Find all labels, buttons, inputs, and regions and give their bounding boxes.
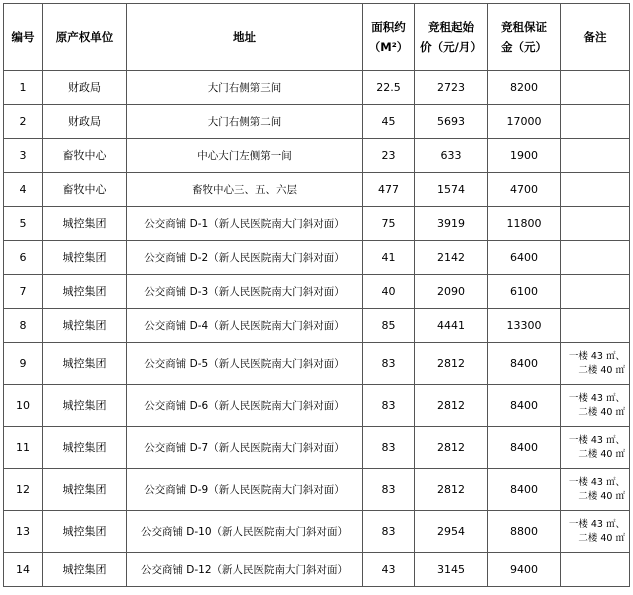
- cell-deposit: 4700: [488, 173, 561, 207]
- cell-area: 83: [363, 343, 415, 385]
- cell-note: [561, 343, 630, 385]
- cell-address: 公交商铺 D-5（新人民医院南大门斜对面）: [127, 343, 363, 385]
- cell-deposit: 9400: [488, 553, 561, 587]
- cell-area: 83: [363, 469, 415, 511]
- cell-address: 公交商铺 D-2（新人民医院南大门斜对面）: [127, 241, 363, 275]
- cell-price: 2812: [415, 469, 488, 511]
- cell-unit: 城控集团: [43, 343, 127, 385]
- cell-deposit: 8400: [488, 427, 561, 469]
- cell-address: 公交商铺 D-9（新人民医院南大门斜对面）: [127, 469, 363, 511]
- header-deposit-line1: 竞租保证: [501, 20, 547, 34]
- cell-area: 75: [363, 207, 415, 241]
- cell-unit: 城控集团: [43, 207, 127, 241]
- header-note: 备注: [561, 4, 630, 71]
- table-row: [4, 553, 630, 587]
- cell-address: 公交商铺 D-12（新人民医院南大门斜对面）: [127, 553, 363, 587]
- cell-deposit: 6400: [488, 241, 561, 275]
- cell-price: 2142: [415, 241, 488, 275]
- cell-unit: 城控集团: [43, 427, 127, 469]
- cell-address: 公交商铺 D-4（新人民医院南大门斜对面）: [127, 309, 363, 343]
- table-row: [4, 207, 630, 241]
- cell-note: [561, 105, 630, 139]
- note-line2: 二楼 40 ㎡: [578, 364, 625, 376]
- cell-address: 公交商铺 D-3（新人民医院南大门斜对面）: [127, 275, 363, 309]
- cell-deposit: 8200: [488, 71, 561, 105]
- cell-unit: 城控集团: [43, 241, 127, 275]
- cell-num: 9: [4, 343, 43, 385]
- cell-unit: 财政局: [43, 105, 127, 139]
- cell-deposit: 1900: [488, 139, 561, 173]
- cell-note: [561, 427, 630, 469]
- cell-num: 10: [4, 385, 43, 427]
- note-line1: 一楼 43 ㎡、: [568, 350, 625, 362]
- note-line2: 二楼 40 ㎡: [578, 448, 625, 460]
- table-row: [4, 241, 630, 275]
- header-address: 地址: [127, 4, 363, 71]
- cell-price: 1574: [415, 173, 488, 207]
- cell-address: 大门右侧第二间: [127, 105, 363, 139]
- cell-area: 23: [363, 139, 415, 173]
- cell-num: 3: [4, 139, 43, 173]
- header-price-line1: 竞租起始: [428, 20, 474, 34]
- cell-note: [561, 275, 630, 309]
- table-row: [4, 343, 630, 385]
- cell-num: 2: [4, 105, 43, 139]
- table-row: [4, 275, 630, 309]
- cell-deposit: 8400: [488, 343, 561, 385]
- header-area: [363, 4, 415, 71]
- header-price-line2: 价（元/月）: [420, 40, 482, 54]
- cell-area: 83: [363, 385, 415, 427]
- cell-area: 40: [363, 275, 415, 309]
- cell-num: 12: [4, 469, 43, 511]
- table-row: [4, 139, 630, 173]
- table-row: [4, 385, 630, 427]
- cell-note: [561, 207, 630, 241]
- cell-deposit: 6100: [488, 275, 561, 309]
- note-line1: 一楼 43 ㎡、: [568, 392, 625, 404]
- cell-note: [561, 173, 630, 207]
- cell-unit: 城控集团: [43, 385, 127, 427]
- cell-area: 85: [363, 309, 415, 343]
- header-unit: 原产权单位: [43, 4, 127, 71]
- cell-unit: 畜牧中心: [43, 173, 127, 207]
- cell-address: 大门右侧第三间: [127, 71, 363, 105]
- cell-num: 1: [4, 71, 43, 105]
- cell-price: 2090: [415, 275, 488, 309]
- table-row: [4, 173, 630, 207]
- cell-note: [561, 241, 630, 275]
- cell-area: 477: [363, 173, 415, 207]
- table-row: [4, 469, 630, 511]
- cell-num: 14: [4, 553, 43, 587]
- cell-unit: 财政局: [43, 71, 127, 105]
- cell-area: 83: [363, 511, 415, 553]
- cell-price: 2812: [415, 343, 488, 385]
- note-line2: 二楼 40 ㎡: [578, 406, 625, 418]
- cell-unit: 城控集团: [43, 469, 127, 511]
- rental-table: [3, 3, 630, 587]
- note-line1: 一楼 43 ㎡、: [568, 476, 625, 488]
- table-row: [4, 427, 630, 469]
- note-line1: 一楼 43 ㎡、: [568, 518, 625, 530]
- cell-area: 41: [363, 241, 415, 275]
- note-line2: 二楼 40 ㎡: [578, 490, 625, 502]
- header-row: [4, 4, 630, 71]
- cell-deposit: 8400: [488, 385, 561, 427]
- cell-unit: 城控集团: [43, 553, 127, 587]
- cell-deposit: 17000: [488, 105, 561, 139]
- header-num: 编号: [4, 4, 43, 71]
- cell-area: 83: [363, 427, 415, 469]
- cell-area: 43: [363, 553, 415, 587]
- cell-num: 4: [4, 173, 43, 207]
- cell-address: 公交商铺 D-6（新人民医院南大门斜对面）: [127, 385, 363, 427]
- cell-unit: 畜牧中心: [43, 139, 127, 173]
- header-area-line2: （M²）: [368, 40, 409, 54]
- cell-deposit: 8400: [488, 469, 561, 511]
- cell-area: 22.5: [363, 71, 415, 105]
- cell-note: [561, 309, 630, 343]
- cell-deposit: 11800: [488, 207, 561, 241]
- cell-num: 13: [4, 511, 43, 553]
- cell-note: [561, 511, 630, 553]
- cell-price: 2954: [415, 511, 488, 553]
- header-area-line1: 面积约: [371, 20, 406, 34]
- table-row: [4, 71, 630, 105]
- cell-price: 2812: [415, 385, 488, 427]
- cell-unit: 城控集团: [43, 511, 127, 553]
- table-row: [4, 511, 630, 553]
- cell-address: 中心大门左侧第一间: [127, 139, 363, 173]
- cell-price: 3919: [415, 207, 488, 241]
- cell-note: [561, 469, 630, 511]
- cell-num: 5: [4, 207, 43, 241]
- cell-note: [561, 553, 630, 587]
- cell-area: 45: [363, 105, 415, 139]
- cell-price: 2723: [415, 71, 488, 105]
- table-row: [4, 309, 630, 343]
- cell-price: 3145: [415, 553, 488, 587]
- header-deposit: [488, 4, 561, 71]
- cell-num: 6: [4, 241, 43, 275]
- header-deposit-line2: 金（元）: [501, 40, 547, 54]
- cell-address: 公交商铺 D-7（新人民医院南大门斜对面）: [127, 427, 363, 469]
- cell-address: 公交商铺 D-1（新人民医院南大门斜对面）: [127, 207, 363, 241]
- cell-price: 2812: [415, 427, 488, 469]
- cell-address: 畜牧中心三、五、六层: [127, 173, 363, 207]
- cell-num: 11: [4, 427, 43, 469]
- cell-price: 5693: [415, 105, 488, 139]
- note-line1: 一楼 43 ㎡、: [568, 434, 625, 446]
- header-price: [415, 4, 488, 71]
- cell-note: [561, 71, 630, 105]
- cell-num: 8: [4, 309, 43, 343]
- cell-unit: 城控集团: [43, 275, 127, 309]
- cell-unit: 城控集团: [43, 309, 127, 343]
- note-line2: 二楼 40 ㎡: [578, 532, 625, 544]
- cell-note: [561, 139, 630, 173]
- cell-price: 633: [415, 139, 488, 173]
- table-row: [4, 105, 630, 139]
- cell-price: 4441: [415, 309, 488, 343]
- cell-deposit: 13300: [488, 309, 561, 343]
- cell-note: [561, 385, 630, 427]
- cell-deposit: 8800: [488, 511, 561, 553]
- cell-address: 公交商铺 D-10（新人民医院南大门斜对面）: [127, 511, 363, 553]
- cell-num: 7: [4, 275, 43, 309]
